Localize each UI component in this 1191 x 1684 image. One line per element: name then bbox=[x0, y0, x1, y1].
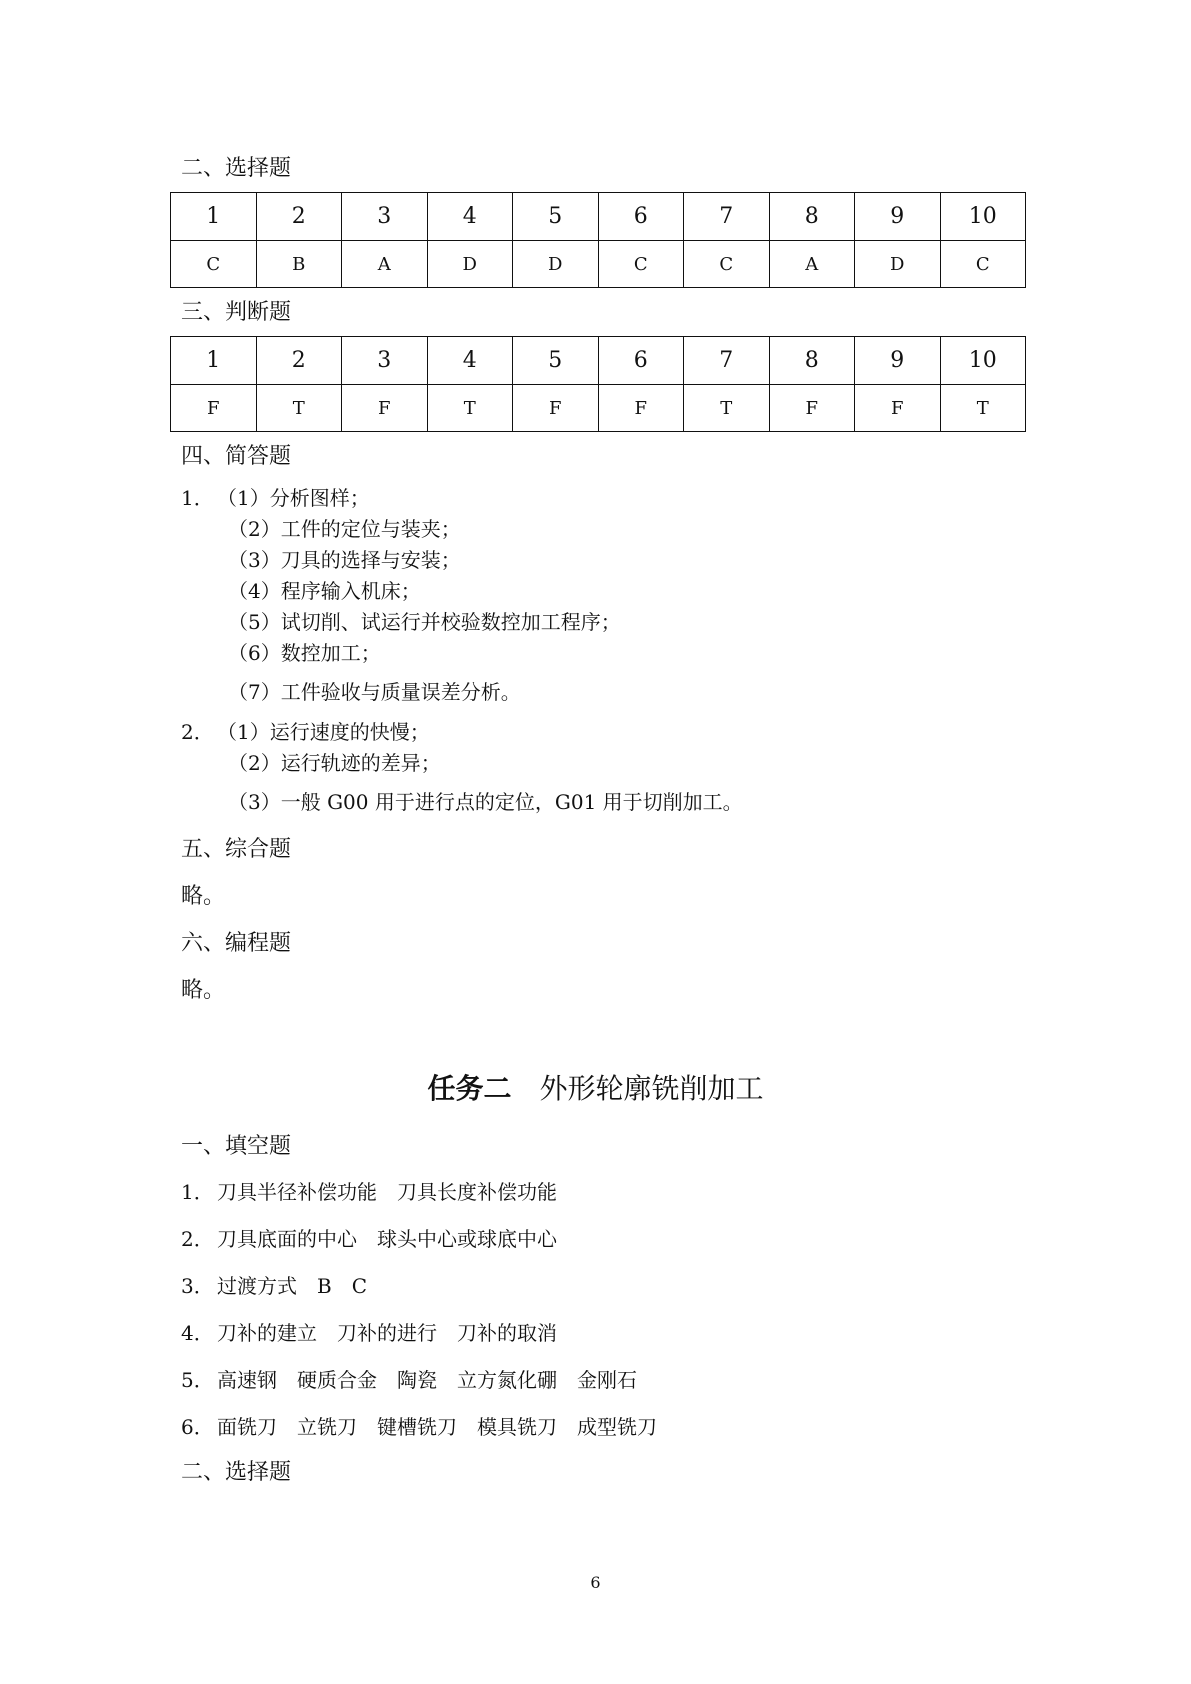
question-number: 4 bbox=[427, 337, 513, 385]
question-number: 8 bbox=[769, 337, 855, 385]
question-number: 9 bbox=[855, 193, 941, 241]
fill-blank-item-3: 3． 过渡方式 B C bbox=[181, 1274, 367, 1298]
answer-cell: F bbox=[513, 385, 599, 432]
short-answer-1-number: 1． bbox=[181, 486, 214, 510]
fill-blank-item-2: 2． 刀具底面的中心 球头中心或球底中心 bbox=[181, 1227, 557, 1251]
section-true-false-heading: 三、判断题 bbox=[181, 300, 292, 325]
question-number: 10 bbox=[940, 193, 1026, 241]
question-number: 2 bbox=[256, 193, 342, 241]
short-answer-2-line-2: （2）运行轨迹的差异； bbox=[228, 751, 441, 775]
question-number: 5 bbox=[513, 337, 599, 385]
answer-cell: T bbox=[940, 385, 1026, 432]
question-number: 10 bbox=[940, 337, 1026, 385]
question-number: 3 bbox=[342, 337, 428, 385]
task-title-text: 外形轮廓铣削加工 bbox=[539, 1072, 764, 1105]
answer-cell: C bbox=[598, 241, 684, 288]
question-number: 8 bbox=[769, 193, 855, 241]
question-number: 5 bbox=[513, 193, 599, 241]
answer-cell: D bbox=[427, 241, 513, 288]
table-row bbox=[171, 241, 1026, 288]
answer-cell: F bbox=[171, 385, 257, 432]
section-programming-body: 略。 bbox=[181, 978, 226, 1003]
task-title-label: 任务二 bbox=[427, 1072, 512, 1105]
answer-cell: T bbox=[427, 385, 513, 432]
answer-cell: C bbox=[171, 241, 257, 288]
answer-cell: C bbox=[684, 241, 770, 288]
fill-blank-item-5: 5． 高速钢 硬质合金 陶瓷 立方氮化硼 金刚石 bbox=[181, 1368, 637, 1392]
question-number: 6 bbox=[598, 337, 684, 385]
section-choice-2-heading: 二、选择题 bbox=[181, 1460, 292, 1485]
short-answer-2-number: 2． bbox=[181, 720, 214, 744]
answer-cell: F bbox=[769, 385, 855, 432]
section-fill-blank-heading: 一、填空题 bbox=[181, 1134, 292, 1159]
short-answer-1-line-3: （3）刀具的选择与安装； bbox=[228, 548, 461, 572]
page-number: 6 bbox=[590, 1573, 601, 1592]
short-answer-1-line-5: （5）试切削、试运行并校验数控加工程序； bbox=[228, 610, 621, 634]
section-comprehensive-heading: 五、综合题 bbox=[181, 837, 292, 862]
answer-cell: B bbox=[256, 241, 342, 288]
choice-answer-table bbox=[170, 192, 1026, 288]
section-comprehensive-body: 略。 bbox=[181, 884, 226, 909]
short-answer-1-line-6: （6）数控加工； bbox=[228, 641, 381, 665]
short-answer-1-line-4: （4）程序输入机床； bbox=[228, 579, 421, 603]
question-number: 9 bbox=[855, 337, 941, 385]
fill-blank-item-1: 1． 刀具半径补偿功能 刀具长度补偿功能 bbox=[181, 1180, 557, 1204]
question-number: 2 bbox=[256, 337, 342, 385]
task-title bbox=[0, 1071, 1191, 1107]
answer-cell: A bbox=[342, 241, 428, 288]
question-number: 1 bbox=[171, 193, 257, 241]
section-short-answer-heading: 四、简答题 bbox=[181, 444, 292, 469]
fill-blank-item-6: 6． 面铣刀 立铣刀 键槽铣刀 模具铣刀 成型铣刀 bbox=[181, 1415, 657, 1439]
answer-cell: A bbox=[769, 241, 855, 288]
section-choice-heading: 二、选择题 bbox=[181, 156, 292, 181]
short-answer-1-line-1: 1． （1）分析图样； bbox=[181, 486, 370, 510]
answer-cell: F bbox=[342, 385, 428, 432]
question-number: 7 bbox=[684, 337, 770, 385]
table-row bbox=[171, 337, 1026, 385]
answer-cell: F bbox=[598, 385, 684, 432]
short-answer-2-line-1: 2． （1）运行速度的快慢； bbox=[181, 720, 430, 744]
question-number: 3 bbox=[342, 193, 428, 241]
true-false-answer-table bbox=[170, 336, 1026, 432]
table-row bbox=[171, 193, 1026, 241]
fill-blank-item-4: 4． 刀补的建立 刀补的进行 刀补的取消 bbox=[181, 1321, 557, 1345]
answer-cell: C bbox=[940, 241, 1026, 288]
answer-cell: F bbox=[855, 385, 941, 432]
table-row bbox=[171, 385, 1026, 432]
answer-cell: T bbox=[684, 385, 770, 432]
question-number: 1 bbox=[171, 337, 257, 385]
answer-cell: D bbox=[513, 241, 599, 288]
short-answer-1-line-7: （7）工件验收与质量误差分析。 bbox=[228, 680, 521, 704]
short-answer-2-line-3: （3）一般 G00 用于进行点的定位，G01 用于切削加工。 bbox=[228, 790, 743, 814]
short-answer-1-line-2: （2）工件的定位与装夹； bbox=[228, 517, 461, 541]
section-programming-heading: 六、编程题 bbox=[181, 931, 292, 956]
question-number: 4 bbox=[427, 193, 513, 241]
question-number: 7 bbox=[684, 193, 770, 241]
answer-cell: D bbox=[855, 241, 941, 288]
answer-cell: T bbox=[256, 385, 342, 432]
question-number: 6 bbox=[598, 193, 684, 241]
